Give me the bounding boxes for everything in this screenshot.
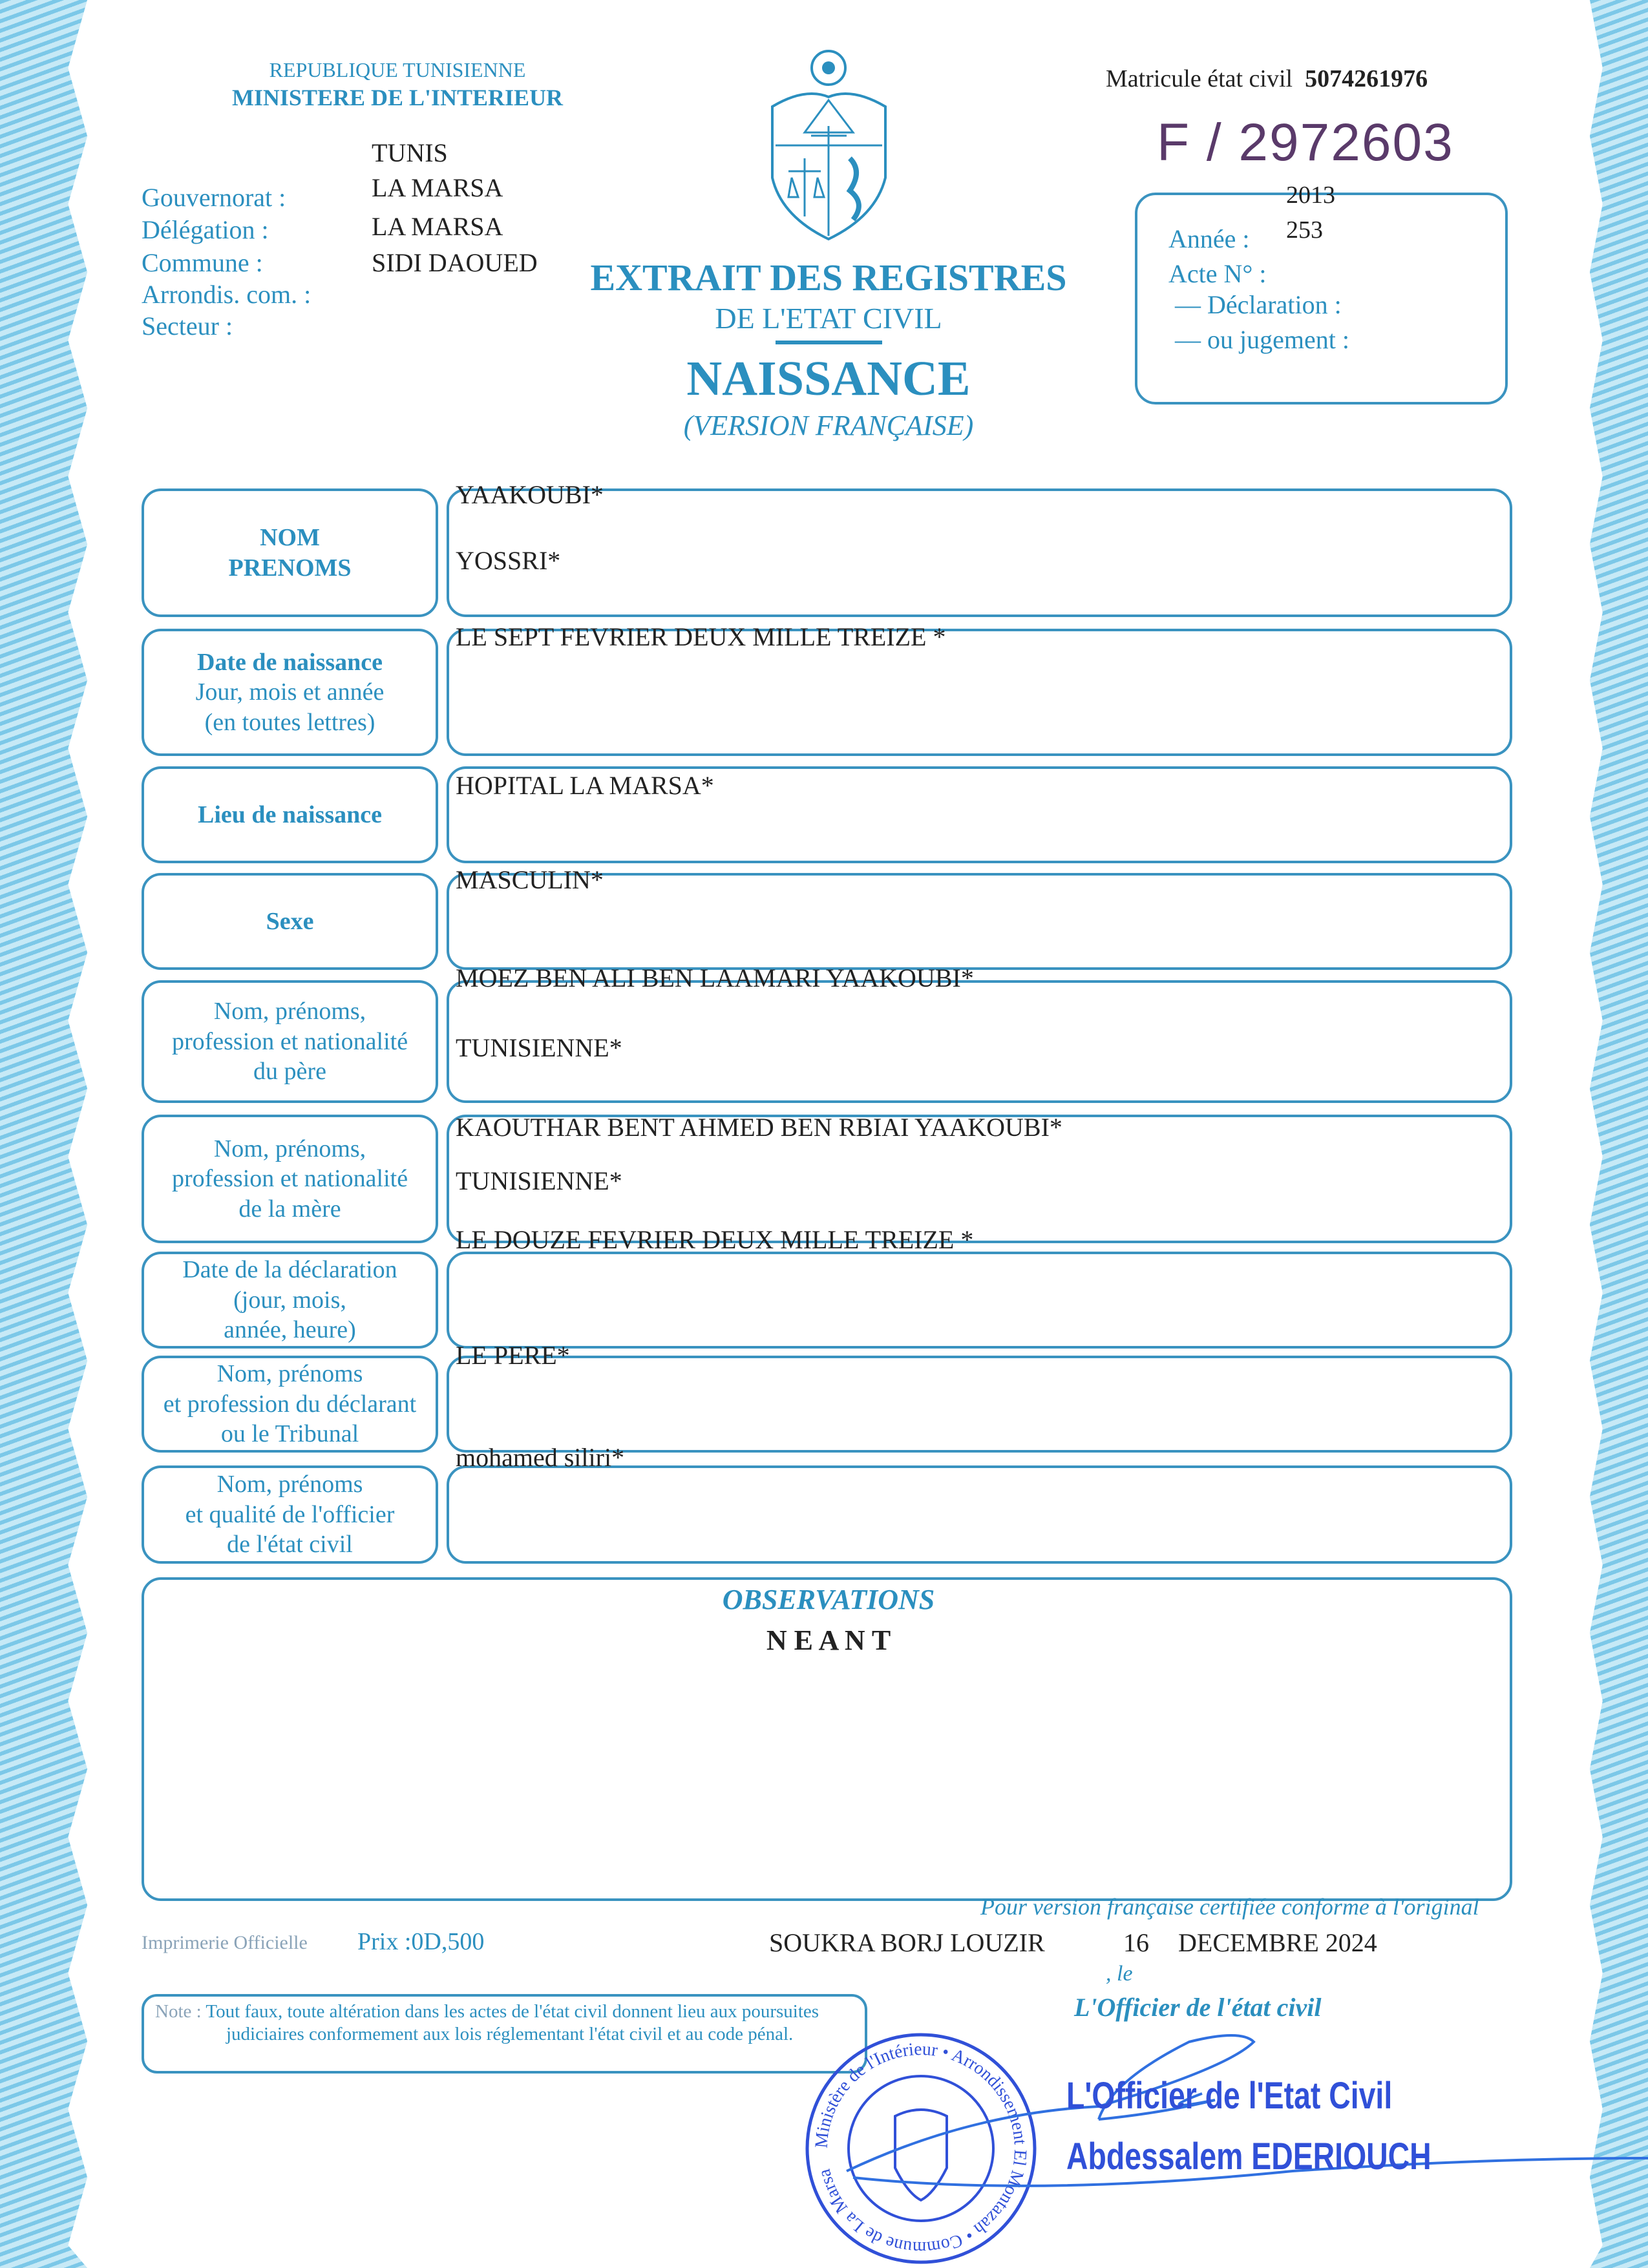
birth-date-sub1: Jour, mois et année <box>195 678 385 706</box>
mother-label <box>142 1115 438 1243</box>
delegation-label: Délégation : <box>142 215 269 244</box>
father-label <box>142 980 438 1103</box>
note-text <box>155 2000 860 2046</box>
note-content: Tout faux, toute altération dans les actes de l'état civil donnent lieu aux poursuites judiciaires conformement aux lois réglementant l'état civil et au code pénal. <box>206 2001 819 2044</box>
prenoms-label: PRENOMS <box>228 554 352 582</box>
birth-place-title: Lieu de naissance <box>197 801 383 828</box>
seal-text: Ministère de l'Intérieur • Arrondissement El Montazah • Commune de La Marsa <box>811 2039 1031 2258</box>
officer-label <box>142 1465 438 1564</box>
birth-date-value: LE SEPT FEVRIER DEUX MILLE TREIZE * <box>456 622 946 651</box>
arrondissement-label: Arrondis. com. : <box>142 280 312 309</box>
annee-label: Année : <box>1168 224 1250 253</box>
commune-value: LA MARSA <box>372 212 503 241</box>
declarant-label-2: et profession du déclarant <box>163 1390 417 1418</box>
jugement-label: — ou jugement : <box>1175 325 1349 354</box>
annee-value: 2013 <box>1286 182 1335 209</box>
nom-value: YAAKOUBI* <box>456 480 604 509</box>
delegation-value: LA MARSA <box>372 173 503 202</box>
birth-date-sub2: (en toutes lettres) <box>204 708 375 736</box>
prenoms-value: YOSSRI* <box>456 546 561 575</box>
document-type-title: NAISSANCE <box>686 352 971 406</box>
birth-date-label <box>142 629 438 756</box>
birth-date-title: Date de naissance <box>196 648 383 676</box>
ministry-label: MINISTERE DE L'INTERIEUR <box>231 85 564 110</box>
gouvernorat-value: TUNIS <box>372 138 448 167</box>
name-value-box <box>447 488 1512 617</box>
mother-label-1: Nom, prénoms, <box>213 1135 366 1162</box>
stamp-officer-title: L'Officier de l'Etat Civil <box>1066 2075 1393 2117</box>
father-nationality-value: TUNISIENNE* <box>456 1033 622 1062</box>
officer-label-2: et qualité de l'officier <box>185 1500 395 1528</box>
matricule-value: 5074261976 <box>1305 65 1428 92</box>
father-label-2: profession et nationalité <box>171 1027 408 1055</box>
father-label-3: du père <box>253 1058 326 1086</box>
guilloche-border-right <box>1590 0 1648 2268</box>
printer-label: Imprimerie Officielle <box>142 1932 308 1953</box>
issue-day: 16 <box>1123 1928 1149 1957</box>
observations-label: OBSERVATIONS <box>722 1584 935 1615</box>
declaration-date-label-1: Date de la déclaration <box>182 1256 397 1284</box>
declaration-date-label-3: année, heure) <box>224 1316 356 1344</box>
republic-label: REPUBLIQUE TUNISIENNE <box>269 58 526 81</box>
version-label: (VERSION FRANÇAISE) <box>683 410 974 441</box>
declarant-value-box <box>447 1356 1512 1453</box>
acte-value: 253 <box>1286 216 1323 244</box>
declarant-value: LE PERE* <box>456 1341 570 1370</box>
arrondissement-value: SIDI DAOUED <box>372 248 538 277</box>
title-line1: EXTRAIT DES REGISTRES <box>590 257 1067 299</box>
issue-month-year: DECEMBRE 2024 <box>1178 1928 1377 1957</box>
declaration-date-value: LE DOUZE FEVRIER DEUX MILLE TREIZE * <box>456 1225 974 1254</box>
father-label-1: Nom, prénoms, <box>213 998 366 1025</box>
commune-label: Commune : <box>142 248 263 277</box>
mother-name-value: KAOUTHAR BENT AHMED BEN RBIAI YAAKOUBI* <box>456 1113 1062 1142</box>
le-label: , le <box>1106 1962 1133 1986</box>
mother-label-3: de la mère <box>238 1195 341 1223</box>
declaration-date-label-2: (jour, mois, <box>233 1286 346 1314</box>
sex-label <box>142 873 438 970</box>
declaration-date-value-box <box>447 1252 1512 1349</box>
declarant-label <box>142 1356 438 1453</box>
declarant-label-3: ou le Tribunal <box>220 1420 359 1448</box>
title-line2: DE L'ETAT CIVIL <box>715 302 942 335</box>
mother-label-2: profession et nationalité <box>171 1165 408 1193</box>
mother-nationality-value: TUNISIENNE* <box>456 1166 622 1195</box>
tunisia-coat-of-arms-icon <box>766 48 892 242</box>
matricule-field <box>1106 65 1428 93</box>
sex-value: MASCULIN* <box>456 865 604 894</box>
guilloche-border-left <box>0 0 87 2268</box>
sex-value-box <box>447 873 1512 970</box>
stamp-officer-name: Abdessalem EDERIOUCH <box>1066 2136 1431 2178</box>
officer-value-box <box>447 1465 1512 1564</box>
issue-place: SOUKRA BORJ LOUZIR <box>769 1928 1045 1957</box>
declaration-date-label <box>142 1252 438 1349</box>
serial-number: F / 2972603 <box>1157 113 1454 172</box>
acte-label: Acte N° : <box>1168 259 1267 288</box>
declaration-label: — Déclaration : <box>1175 290 1342 319</box>
father-name-value: MOEZ BEN ALI BEN LAAMARI YAAKOUBI* <box>456 963 974 992</box>
officer-signature-label: L'Officier de l'état civil <box>1074 1993 1322 2022</box>
title-divider <box>776 341 882 344</box>
secteur-label: Secteur : <box>142 311 233 341</box>
birth-place-value: HOPITAL LA MARSA* <box>456 771 714 800</box>
birth-place-label <box>142 766 438 863</box>
officer-label-1: Nom, prénoms <box>217 1471 363 1498</box>
nom-label: NOM <box>260 524 320 552</box>
officer-value: mohamed siliri* <box>456 1443 625 1472</box>
officer-label-3: de l'état civil <box>227 1531 353 1559</box>
gouvernorat-label: Gouvernorat : <box>142 183 286 212</box>
sex-title: Sexe <box>266 907 314 935</box>
price-label: Prix :0D,500 <box>357 1928 485 1955</box>
observations-value: N E A N T <box>766 1624 891 1656</box>
name-label <box>142 488 438 617</box>
declarant-label-1: Nom, prénoms <box>217 1360 363 1388</box>
certified-label: Pour version française certifiée conforme à l'original <box>980 1894 1479 1920</box>
note-label: Note : <box>155 2001 202 2022</box>
matricule-label: Matricule état civil <box>1106 65 1293 92</box>
